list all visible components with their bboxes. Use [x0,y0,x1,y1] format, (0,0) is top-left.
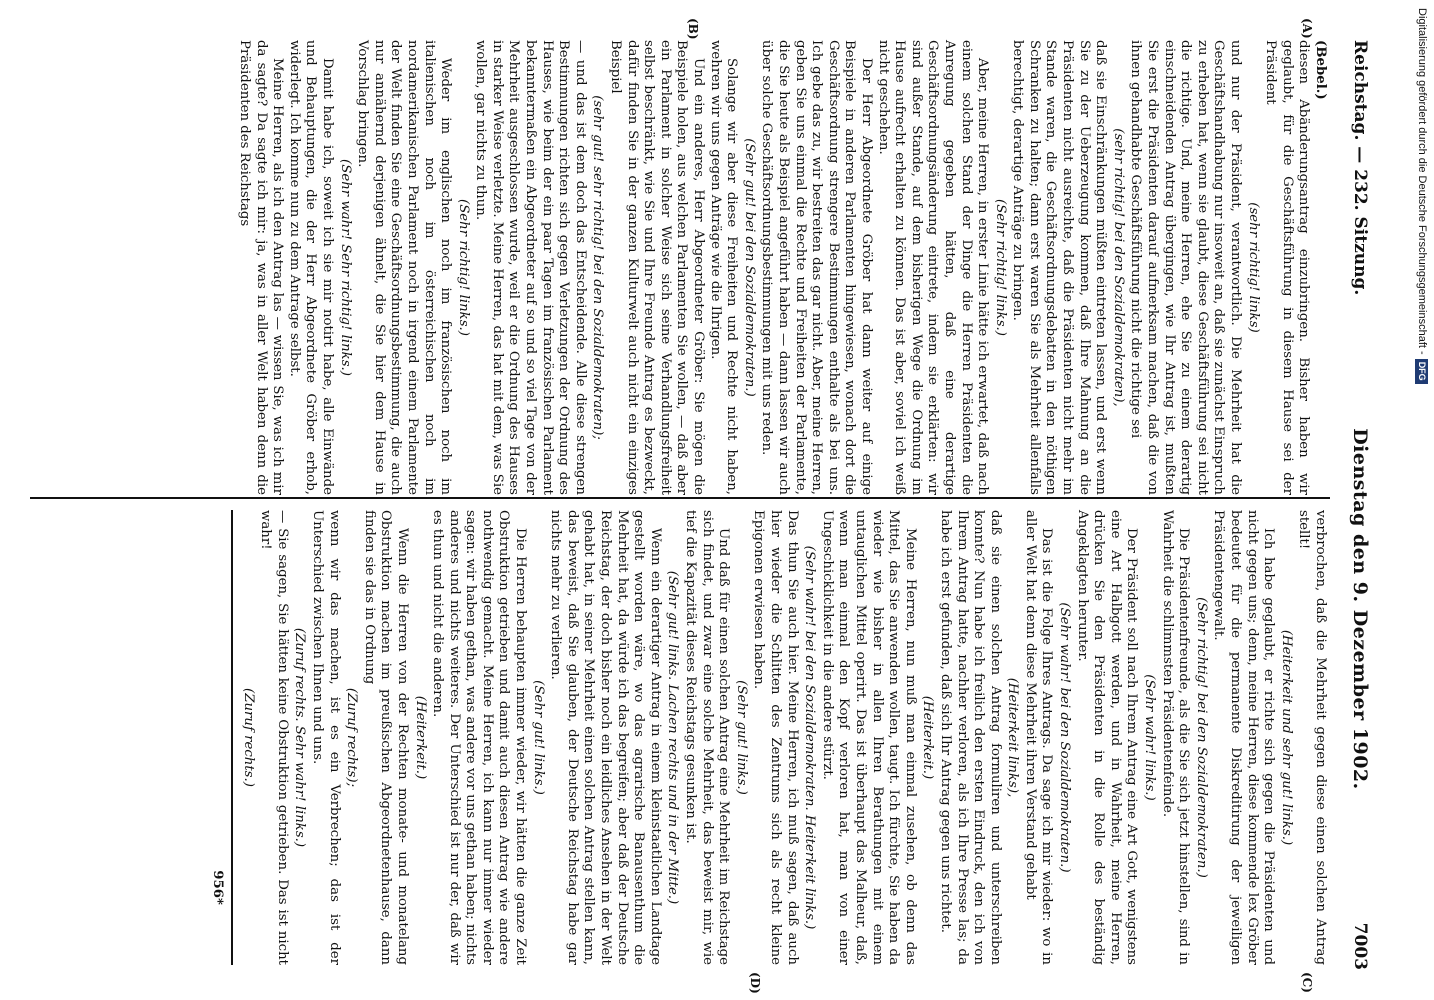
speech-paragraph: Wenn die Herren von der Rechten monate- und monatelang Obstruktion machen im preußischen Abgeordnetenhause, dann finden sie das in Ordnung [361,510,410,965]
interjection: (Sehr gut! links. Lachen rechts und in der Mitte.) [665,570,681,905]
speech-paragraph: Der Präsident soll nach Ihrem Antrag eine Art Gott, wenigstens eine Art Halbgott werden, und in Wahrheit, meine Herren, drücken Sie den Präsidenten in die Rolle des beständig Angeklagten herunter. [1074,510,1140,965]
interjection: (Zuruf rechts); [344,687,360,788]
speech-paragraph: Das thun Sie auch hier. Meine Herren, ich muß sagen, daß auch hier wieder die Schlitten des Zentrums sich als recht kleine Epigonen erwiesen haben. [751,510,800,965]
interjection: (Heiterkeit links), [1005,677,1021,798]
footer-mark: 956* [210,870,225,905]
interjection: (sehr gut! sehr richtig! bei den Sozialdemokraten); [590,95,606,440]
speech-paragraph: — und das ist dem doch das Entscheidende. Alle diese strengen Bestimmungen richten sich gegen Verletzungen der Ordnung des Hauses, wie beim der ein paar Tagen im französischen Parlament bekanntermaßen ein Abgeordneter auf so und so viel Tage von der Mehrheit ausgeschlossen wurde, weil er die Ordnung des Hauses in starker Weise verletzte. Meine Herren, das hat mit dem, was Sie wollen, gar nichts zu thun. [473,40,588,495]
interjection: (Heiterkeit und sehr gut! links.) [1278,629,1294,846]
interjection: (Sehr richtig! links.) [455,199,471,336]
interjection: (Heiterkeit.) [412,695,428,780]
interjection: (Sehr wahr! Sehr richtig! links.) [337,159,353,376]
speech-paragraph: — Sie sagen, Sie hätten keine Obstruktion getrieben. Das ist nicht wahr! [258,510,290,965]
interjection: (Sehr gut! links.) [733,680,749,795]
speech-paragraph: Meine Herren, als ich den Antrag las — wissen Sie, was ich mir da sagte? Da sagte ich mir: ja, was in aller Welt haben denn die Präsidenten des Reichstags [237,40,286,495]
margin-mark-d: (D) [748,972,762,994]
speech-paragraph: Die Präsidentenfreunde, als die Sie sich jetzt hinstellen, sind in Wahrheit die schlimmsten Präsidentenfeinde. [1159,510,1192,965]
speech-paragraph: Ich habe geglaubt, er richte sich gegen die Präsidenten und nicht gegen uns; denn, meine Herren, diese kommende lex Gröber bedeutet für die permanente Diskreditirung der jeweiligen Präsidentengewalt. [1211,510,1277,965]
margin-mark-b: (B) [686,18,700,40]
credit-text: Digitalisierung gefördert durch die Deutsche Forschungsgemeinschaft - [1416,8,1428,355]
header-date: Dienstag den 9. Dezember 1902. [1349,428,1371,790]
interjection: (Zuruf rechts. Sehr wahr! links.) [292,627,308,848]
interjection: (Sehr wahr! bei den Sozialdemokraten. Heiterkeit links.) [802,545,818,930]
speech-paragraph: Und daß für einen solchen Antrag eine Mehrheit im Reichstage sich findet, und zwar eine solche Mehrheit, das beweist mir, wie tief die Kapazität dieses Reichstags gesunken ist. [683,510,732,965]
speaker-label: (Bebel.) [1313,40,1328,100]
interjection: (Sehr gut! links.) [530,680,546,795]
margin-mark-c: (C) [1300,972,1314,993]
speech-paragraph: und nur der Präsident, verantwortlich. Die Mehrheit hat die Geschäftshandhabung nur insoweit an, daß sie zunächst Einspruch zu erheben hat, wenn sie glaubt, diese Geschäftsführung sei nicht die richtige. Und, meine Herren, ehe Sie zu einem derartig einschneidenden Antrag übergingen, wie Ihr Antrag ist, mußten Sie erst die Präsidenten darauf aufmerksam machen, daß die von ihnen gehandhabte Geschäftsführung nicht die richtige sei [1128,40,1244,495]
speech-paragraph: daß sie einen solchen Antrag formuliren und unterschreiben konnte? Nun habe ich freilich den ersten Eindruck, den ich von Ihrem Antrag hatte, nachher verloren, als ich Ihre Presse las; da habe ich erst gefunden, daß sich Ihr Antrag gegen uns richtet. [937,510,1003,965]
speech-paragraph: diesen Abänderungsantrag einzubringen. Bisher haben wir geglaubt, für die Geschäftsführung in diesem Hause sei der Präsident [1263,40,1312,495]
right-column-body [239,510,1328,965]
margin-mark-a: (A) [1300,18,1314,39]
dfg-logo: DFG [1416,359,1429,384]
column-divider [30,497,1330,499]
page-header [1340,40,1380,970]
speech-paragraph: wenn wir das machen, ist es ein Verbrechen; das ist der Unterschied zwischen Ihnen und uns. [309,510,342,965]
header-left: Reichstag. — 232. Sitzung. [1350,40,1370,296]
speech-paragraph: Aber, meine Herren, in erster Linie hätte ich erwartet, daß nach einem solchen Stand der Dinge die Herren Präsidenten die Anregung gegeben hätten, daß eine derartige Geschäftsordnungsänderung eintrete, indem sie erklärten: wir sind außer Stande, auf dem bisherigen Wege die Ordnung im Hause aufrecht erhalten zu können. Das ist aber, soviel ich weiß nicht geschehen. [875,40,991,495]
right-column [30,510,1328,965]
speech-paragraph: Die Herren behaupten immer wieder, wir hätten die ganze Zeit Obstruktion getrieben und damit auch diesen Antrag wie andere nothwendig gemacht. Meine Herren, ich kann nur immer wieder sagen: wir haben gethan, was andere vor uns gethan haben; nichts anderes und nichts weiteres. Der Unterschied ist nur der, daß wir es thun und nicht die anderen. [430,510,529,965]
section-rule [231,510,233,965]
speech-paragraph: Weder im englischen noch im französischen noch im italienischen noch im österreichischen noch im nordamerikanischen Parlament noch in irgend einem Parlamente der Welt finden Sie eine Geschäftsordnungsbestimmung, die auch nur annähernd derjenigen ähnelt, die Sie hier dem Hause in Vorschlag bringen. [355,40,454,495]
speech-paragraph: Das ist die Folge Ihres Antrags. Da sage ich mir wieder: wo in aller Welt hat denn diese Mehrheit ihren Verstand gehabt [1022,510,1055,965]
speech-paragraph: daß sie Einschränkungen müßten eintreten lassen, und erst wenn Sie zu der Ueberzeugung kommen, daß Ihre Mahnung an die Präsidenten nicht ausreichte, daß die Präsidenten nicht mehr im Stande waren, die Geschäftsordnungsdebatten in den nöthigen Schranken zu halten; dann erst waren Sie als Mehrheit allenfalls berechtigt, derartige Anträge zu bringen. [1010,40,1109,495]
interjection: (Sehr wahr! bei den Sozialdemokraten.) [1057,602,1073,873]
speech-paragraph: Damit habe ich, soweit ich sie mir notirt habe, alle Einwände und Behauptungen, die der Herr Abgeordnete Gröber erhob, widerlegt. Ich komme nun zu dem Antrage selbst. [286,40,335,495]
interjection: (sehr richtig! bei den Sozialdemokraten), [1110,128,1126,407]
interjection: (Heiterkeit.) [920,695,936,780]
interjection: (sehr richtig! links) [1245,202,1261,333]
interjection: (Sehr wahr! links.) [1142,674,1158,801]
left-column [30,40,1328,495]
interjection: (Sehr richtig! links.) [992,199,1008,336]
speech-paragraph: Der Herr Abgeordnete Gröber hat dann weiter auf einige Beispiele in anderen Parlamenten hingewiesen, wonach dort die Geschäftsordnung strengere Bestimmungen enthalte als bei uns. Ich gebe das zu, wir bestreiten das gar nicht. Aber, meine Herren, geben Sie uns einmal die Rechte und Freiheiten der Parlamente, die Sie heute als Beispiel angeführt haben — dann lassen wir auch über solche Geschäftsordnungsbestimmungen mit uns reden. [759,40,874,495]
speech-paragraph: Und ein anderes, Herr Abgeordneter Gröber: Sie mögen die Beispiele holen, aus welchen Parlamenten Sie wollen, — daß aber ein Parlament in solcher Weise sich seine Verhandlungsfreiheit selbst beschränkt, wie Sie und Ihre Freunde Antrag es bezweckt, dafür finden Sie in der ganzen Kulturwelt auch nicht ein einziges Beispiel [608,40,707,495]
left-column-body [235,40,1311,495]
speech-paragraph: Solange wir aber diese Freiheiten und Rechte nicht haben, wehren wir uns gegen Anträge wie die Ihrigen. [707,40,740,495]
interjection: (Sehr richtig! bei den Sozialdemokraten.) [1193,597,1209,878]
page-number: 7003 [1350,922,1370,970]
digitization-credit [1414,8,1430,992]
speech-paragraph: Meine Herren, nun muß man einmal zusehen, ob denn das Mittel, das Sie anwenden wollen, taugt. Ich fürchte, Sie haben da wieder wie bisher in allen Ihren Berathungen mit einem untauglichen Mittel operirt. Das ist überhaupt das Malheur, daß, wenn man einmal den Kopf verloren hat, man von einer Ungeschicklichkeit in die andere stürzt. [819,510,918,965]
interjection: (Zuruf rechts.) [240,688,256,787]
speech-paragraph: verbrochen, daß die Mehrheit gegen diese einen solchen Antrag stellt! [1296,510,1328,965]
speech-paragraph: Wenn ein derartiger Antrag in einem kleinstaatlichen Landtage gestellt worden wäre, wo das agrarische Banausenthum die Mehrheit hat, da würde ich das begreifen; aber daß der Deutsche Reichstag, der doch bisher noch ein leidliches Ansehen in der Welt gehabt hat, in seiner Mehrheit einen solchen Antrag stellen kann, das beweist, daß Sie glauben, der Deutsche Reichstag habe gar nichts mehr zu verlieren. [548,510,663,965]
interjection: (Sehr gut! bei den Sozialdemokraten.) [741,138,757,397]
